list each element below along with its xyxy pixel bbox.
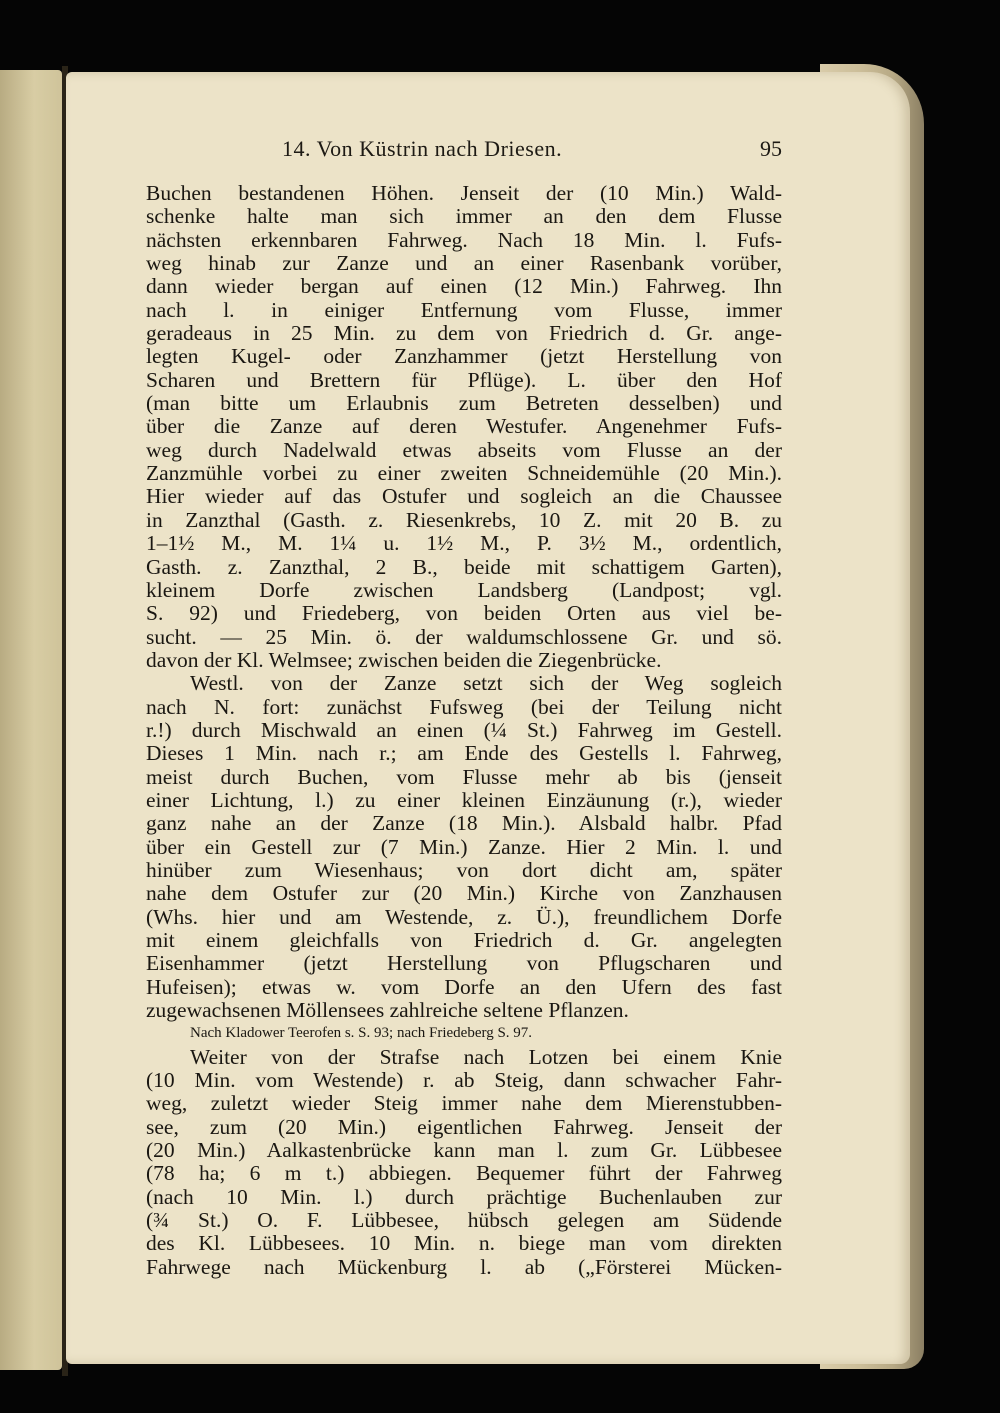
- text-line: (78 ha; 6 m t.) abbiegen. Bequemer führt der Fahrweg: [146, 1161, 782, 1186]
- text-line: über die Zanze auf deren Westufer. Angenehmer Fufs-: [146, 414, 782, 439]
- text-line: davon der Kl. Welmsee; zwischen beiden die Ziegenbrücke.: [146, 647, 662, 672]
- text-line: des Kl. Lübbesees. 10 Min. n. biege man vom direkten: [146, 1231, 782, 1256]
- text-line: in Zanzthal (Gasth. z. Riesenkrebs, 10 Z. mit 20 B. zu: [146, 507, 782, 532]
- text-line: zugewachsenen Möllensees zahlreiche seltene Pflanzen.: [146, 998, 629, 1023]
- text-line: Scharen und Brettern für Pflüge). L. über den Hof: [146, 367, 782, 392]
- text-line: 1–1½ M., M. 1¼ u. 1½ M., P. 3½ M., ordentlich,: [146, 531, 782, 556]
- text-line: einer Lichtung, l.) zu einer kleinen Einzäunung (r.), wieder: [146, 787, 782, 812]
- text-line: (20 Min.) Aalkastenbrücke kann man l. zum Gr. Lübbesee: [146, 1138, 782, 1163]
- text-line: (¾ St.) O. F. Lübbesee, hübsch gelegen am Südende: [146, 1208, 782, 1233]
- page-number: 95: [760, 136, 782, 161]
- text-line: (10 Min. vom Westende) r. ab Steig, dann schwacher Fahr-: [146, 1068, 782, 1093]
- text-line: weg hinab zur Zanze und an einer Rasenbank vorüber,: [146, 251, 782, 276]
- text-line: see, zum (20 Min.) eigentlichen Fahrweg. Jenseit der: [146, 1114, 782, 1139]
- text-line: (Whs. hier und am Westende, z. Ü.), freundlichem Dorfe: [146, 904, 782, 929]
- text-line: weg durch Nadelwald etwas abseits vom Flusse an der: [146, 437, 782, 462]
- cross-reference-note: Nach Kladower Teerofen s. S. 93; nach Friedeberg S. 97.: [190, 1025, 533, 1042]
- text-line: r.!) durch Mischwald an einen (¼ St.) Fahrweg im Gestell.: [146, 717, 782, 742]
- text-line: Dieses 1 Min. nach r.; am Ende des Gestells l. Fahrweg,: [146, 741, 782, 766]
- text-line: Gasth. z. Zanzthal, 2 B., beide mit schattigem Garten),: [146, 554, 782, 579]
- text-line: (man bitte um Erlaubnis zum Betreten desselben) und: [146, 391, 782, 416]
- text-line: sucht. — 25 Min. ö. der waldumschlossene Gr. und sö.: [146, 624, 782, 649]
- text-line: Westl. von der Zanze setzt sich der Weg sogleich: [190, 671, 782, 696]
- text-line: legten Kugel- oder Zanzhammer (jetzt Herstellung von: [146, 344, 782, 369]
- text-line: dann wieder bergan auf einen (12 Min.) Fahrweg. Ihn: [146, 274, 782, 299]
- text-line: kleinem Dorfe zwischen Landsberg (Landpost; vgl.: [146, 577, 782, 602]
- text-line: hinüber zum Wiesenhaus; von dort dicht am, später: [146, 857, 782, 882]
- text-line: ganz nahe an der Zanze (18 Min.). Alsbald halbr. Pfad: [146, 811, 782, 836]
- text-line: Buchen bestandenen Höhen. Jenseit der (10 Min.) Wald-: [146, 181, 782, 205]
- body-text: [146, 182, 782, 1279]
- text-line: Fahrwege nach Mückenburg l. ab („Försterei Mücken-: [146, 1254, 782, 1279]
- text-line: nahe dem Ostufer zur (20 Min.) Kirche von Zanzhausen: [146, 881, 782, 906]
- text-line: geradeaus in 25 Min. zu dem von Friedrich d. Gr. ange-: [146, 321, 782, 346]
- text-line: meist durch Buchen, vom Flusse mehr ab bis (jenseit: [146, 764, 782, 789]
- text-line: Eisenhammer (jetzt Herstellung von Pflugscharen und: [146, 951, 782, 976]
- text-line: schenke halte man sich immer an den dem Flusse: [146, 204, 782, 229]
- text-line: weg, zuletzt wieder Steig immer nahe dem Mierenstubben-: [146, 1091, 782, 1116]
- text-line: S. 92) und Friedeberg, von beiden Orten aus viel be-: [146, 601, 782, 626]
- facing-page-edge: [0, 70, 62, 1370]
- text-line: Hier wieder auf das Ostufer und sogleich an die Chaussee: [146, 484, 782, 509]
- text-line: über ein Gestell zur (7 Min.) Zanze. Hier 2 Min. l. und: [146, 834, 782, 859]
- chapter-title: 14. Von Küstrin nach Driesen.: [282, 136, 563, 161]
- text-line: nächsten erkennbaren Fahrweg. Nach 18 Min. l. Fufs-: [146, 227, 782, 252]
- text-line: (nach 10 Min. l.) durch prächtige Buchenlauben zur: [146, 1184, 782, 1209]
- text-line: Weiter von der Strafse nach Lotzen bei einem Knie: [190, 1044, 782, 1069]
- text-line: Hufeisen); etwas w. vom Dorfe an den Ufern des fast: [146, 974, 782, 999]
- text-line: nach N. fort: zunächst Fufsweg (bei der Teilung nicht: [146, 694, 782, 719]
- text-line: Zanzmühle vorbei zu einer zweiten Schneidemühle (20 Min.).: [146, 461, 782, 486]
- text-line: mit einem gleichfalls von Friedrich d. Gr. angelegten: [146, 928, 782, 952]
- text-line: nach l. in einiger Entfernung vom Flusse, immer: [146, 297, 782, 322]
- running-head: [146, 136, 782, 168]
